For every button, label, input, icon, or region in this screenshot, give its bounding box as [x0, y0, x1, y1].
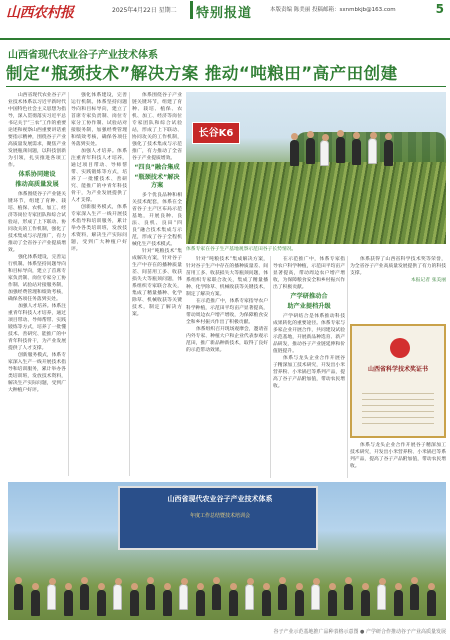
subhead-2b: “瓶颈技术”解决方案 [134, 174, 180, 189]
person [278, 584, 287, 610]
person [229, 590, 238, 616]
person [427, 590, 436, 616]
newspaper-logo: 山西农村报 [6, 5, 74, 21]
person [179, 584, 188, 610]
kicker: 山西省现代农业谷子产业技术体系 [8, 50, 158, 61]
crowd [8, 578, 446, 620]
person [196, 590, 205, 616]
person [113, 584, 122, 610]
paragraph: 在示范推广中，体系专家指导农户科学种植，示范田平均亩产显著提高，带动周边农户增产增收，为保障粮食安全和乡村振兴作出了积极贡献。 [273, 257, 345, 290]
person [344, 584, 353, 610]
section-tag: 特别报道 [196, 6, 253, 21]
column-divider [270, 256, 271, 478]
paragraph: 针对“吨粮技术”集成解决方案，针对谷子生产中存在的播种质量差、间苗用工多、收获损失大等瓶颈问题，体系组织专家联合攻关，集成了精量播种、化学除草、机械收获等关键技术，制定了解决方案。 [186, 257, 268, 297]
column-5 [273, 256, 345, 478]
person [384, 140, 393, 166]
subhead-3: 产学研推动合 [290, 293, 328, 300]
page-number: 5 [435, 2, 444, 16]
person [97, 590, 106, 616]
variety-banner: 长谷K6 [192, 122, 240, 144]
page-footer: 谷子产业示范基地推广品种表格示意图 ● 产学研合作推动谷子产业高质量发展 [273, 629, 446, 635]
column-1 [8, 92, 66, 476]
person [361, 590, 370, 616]
person [295, 590, 304, 616]
paragraph: 加强人才培养。体系注重青年科技人才培养，通过项目带动、导师帮带、实践锻炼等方式，培养了一批懂技术、善研究、能推广的中青年科技骨干，为产业发展提供了人才支撑。 [8, 304, 66, 351]
person [163, 590, 172, 616]
national-emblem-icon [390, 338, 410, 358]
paragraph: 加强人才培养。体系注重青年科技人才培养，通过项目带动、导师帮带、实践锻炼等方式，培养了一批懂技术、善研究、能推广的中青年科技骨干，为产业发展提供了人才支撑。 [71, 149, 127, 203]
paragraph: 强化体系建设，完善运行机制。体系坚持问题导向和目标导向，建立了首席专家负责制、岗位专家分工协作制、试验站对接服务制，加强经费管理和绩效考核，确保各项任务落到实处。 [71, 93, 127, 147]
column-3 [132, 92, 182, 476]
person [212, 584, 221, 610]
paragraph: 体系与龙头企业合作开展谷子精深加工技术研究，开发出小米营养粉、小米锅巴等系列产品，提高了谷子产品附加值，带动农民增收。 [273, 356, 345, 389]
person [410, 584, 419, 610]
field-photo-caption: 体系专家在谷子生产基地观察示范田谷子长势情况。 [186, 247, 297, 252]
paragraph: 多个优良品种和相关技术配套，体系在全省谷子主产区布局示范基地，开展良种、良法、良机、良田“四良”融合技术集成与示范，形成了谷子全程机械化生产技术模式。 [132, 193, 182, 247]
person [368, 138, 377, 164]
subhead-2: “四良”融合集成 [134, 164, 180, 171]
person [146, 584, 155, 610]
editor-info: 本版责编 陈美丽 投稿邮箱：sxnmbkjb@163.com [270, 7, 396, 13]
masthead [0, 0, 450, 40]
person [262, 590, 271, 616]
certificate-title: 山西省科学技术奖证书 [367, 366, 428, 373]
paragraph: 强化体系建设，完善运行机制。体系坚持问题导向和目标导向，建立了首席专家负责制、岗位专家分工协作制、试验站对接服务制，加强经费管理和绩效考核，确保各项任务落到实处。 [8, 255, 66, 302]
person [311, 584, 320, 610]
subhead-1b: 推动高质量发展 [15, 181, 59, 188]
person [47, 584, 56, 610]
field-photo [186, 92, 446, 244]
award-certificate [350, 324, 446, 438]
paragraph: 体系围绕谷子产业链关键环节，组建了育种、栽培、植保、农机、加工、经济等岗位专家团队和综合试验站，形成了上下联动、协同攻关的工作机制，强化了技术集成与示范推广，有力推动了全省谷子产业提质增效。 [132, 93, 182, 161]
column-4 [186, 256, 268, 478]
column-divider [347, 256, 348, 478]
person [377, 584, 386, 610]
headline: 制定“瓶颈技术”解决方案 推动“吨粮田”高产田创建 [6, 64, 398, 83]
paragraph: 体系围绕谷子产业链关键环节，组建了育种、栽培、植保、农机、加工、经济等岗位专家团队和综合试验站，形成了上下联动、协同攻关的工作机制，强化了技术集成与示范推广，有力推动了全省谷子产业提质增效。 [8, 192, 66, 253]
millet-field [186, 162, 446, 244]
paragraph: 体系与龙头企业合作开展谷子精深加工技术研究，开发出小米营养粉、小米锅巴等系列产品，提高了谷子产品附加值，带动农民增收。 [350, 443, 446, 469]
person [80, 584, 89, 610]
paragraph: 创新服务模式，体系专家深入生产一线开展技术指导和培训服务，累计举办各类培训班，发放技术资料，解决生产实际问题，受到广大种植户好评。 [8, 353, 66, 393]
lead-paragraph: 山西省现代农业谷子产业技术体系以习近平新时代中国特色社会主义思想为指导，深入贯彻落实习近平总书记关于“三农”工作的重要论述和视察山西重要讲话重要指示精神，围绕谷子产业高质量发展需求，聚焦产业发展瓶颈问题，以科技创新为引领，扎实推进各项工作。 [8, 93, 66, 168]
paragraph: 体系组织召开现场观摩会，邀请省内外专家、种植大户和企业代表参观示范田，推广新品种新技术，取得了良好的示范带动效果。 [186, 327, 268, 353]
backdrop-title: 山西省现代农业谷子产业技术体系 [167, 495, 273, 503]
person [31, 590, 40, 616]
column-2 [71, 92, 127, 476]
subhead-1: 体系协同建设 [18, 171, 56, 178]
backdrop-subtitle: 年度工作总结暨技术培训会 [189, 513, 250, 519]
person [336, 137, 345, 163]
person [320, 140, 329, 166]
paragraph: 产学研结合是体系推动科技成果转化的重要途径。体系专家与多家企业开展合作，共同建设试验示范基地，开展新品种选育、新产品研发，推动谷子产业链延伸和价值链提升。 [273, 314, 345, 354]
column-6-bottom [350, 442, 446, 478]
person [328, 590, 337, 616]
person [394, 590, 403, 616]
column-6 [350, 256, 446, 322]
group-photo [8, 482, 446, 620]
subhead-3b: 助产业提档升级 [287, 303, 331, 310]
event-backdrop [118, 486, 318, 550]
byline: 本报记者 张美丽 [410, 278, 446, 283]
column-divider [129, 92, 130, 476]
paragraph: 创新服务模式，体系专家深入生产一线开展技术指导和培训服务，累计举办各类培训班，发放技术资料，解决生产实际问题，受到广大种植户好评。 [71, 205, 127, 252]
headline-rule [6, 86, 446, 87]
issue-date: 2025年4月22日 星期二 [112, 7, 177, 14]
person [130, 590, 139, 616]
person [306, 138, 315, 164]
person [64, 590, 73, 616]
paragraph: 在示范推广中，体系专家指导农户科学种植，示范田平均亩产显著提高，带动周边农户增产增收，为保障粮食安全和乡村振兴作出了积极贡献。 [186, 299, 268, 325]
person [14, 584, 23, 610]
column-divider [68, 92, 69, 476]
person [352, 139, 361, 165]
paragraph: 针对“吨粮技术”集成解决方案，针对谷子生产中存在的播种质量差、间苗用工多、收获损失大等瓶颈问题，体系组织专家联合攻关，集成了精量播种、化学除草、机械收获等关键技术，制定了解决方案。 [132, 249, 182, 317]
paragraph: 体系获得了山西省科学技术奖等荣誉，为全省谷子产业高质量发展提供了有力的科技支撑。 [350, 257, 446, 276]
certificate-text-lines [362, 388, 434, 428]
section-bar [190, 1, 193, 19]
person [245, 584, 254, 610]
person [290, 140, 299, 166]
